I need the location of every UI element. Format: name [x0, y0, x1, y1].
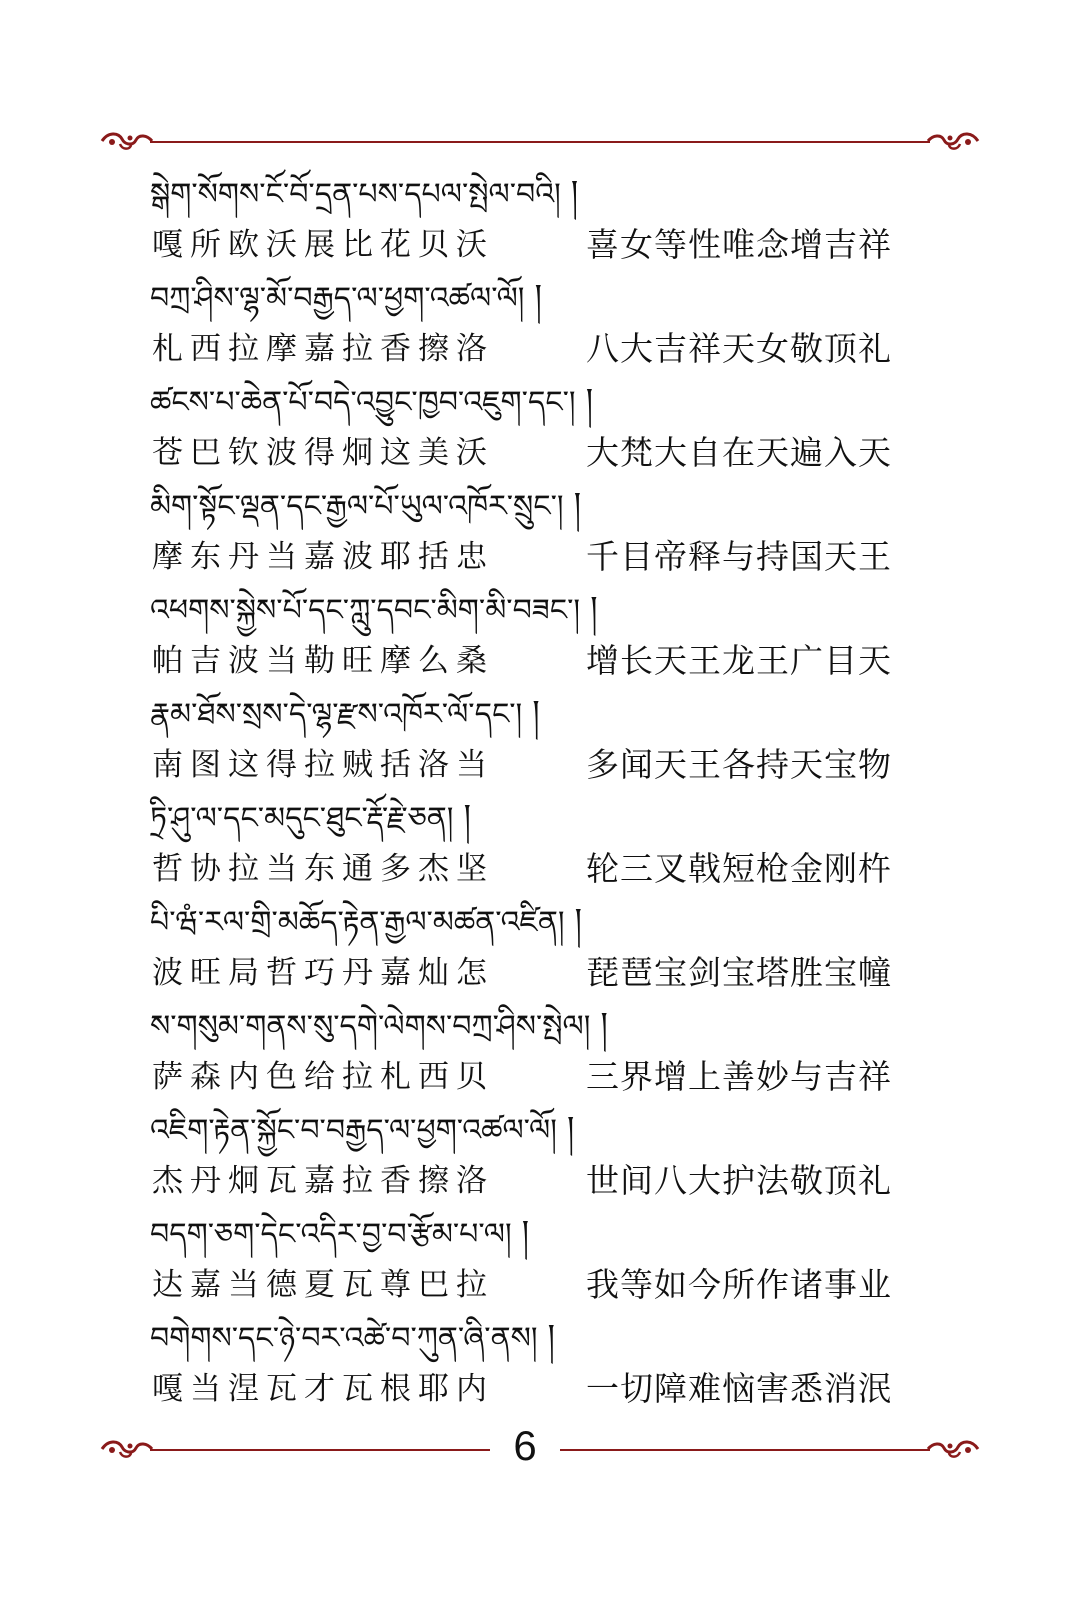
verse-list	[150, 168, 910, 1416]
meaning-line: 增长天王龙王广目天	[586, 641, 892, 680]
shad-mark: །	[534, 277, 542, 317]
meaning-line: 轮三叉戟短枪金刚杵	[586, 849, 892, 888]
bottom-border-line-right	[560, 1449, 930, 1451]
meaning-line: 我等如今所作诸事业	[586, 1265, 892, 1304]
tibetan-line: ས་གསུམ་གནས་སུ་དགེ་ལེགས་བཀྲ་ཤིས་སྤེལ། །	[150, 1000, 608, 1050]
meaning-line: 大梵大自在天遍入天	[586, 433, 892, 472]
meaning-line: 一切障难恼害悉消泯	[586, 1369, 892, 1408]
verse	[150, 792, 910, 896]
transliteration-line: 札西拉摩嘉拉香擦洛	[152, 331, 494, 367]
transliteration-line: 嘎当涅瓦才瓦根耶内	[152, 1371, 494, 1407]
shad-mark: །	[521, 1213, 530, 1253]
transliteration-line: 苍巴钦波得炯这美沃	[152, 435, 494, 471]
meaning-line: 千目帝释与持国天王	[586, 537, 892, 576]
transliteration-line: 杰丹炯瓦嘉拉香擦洛	[152, 1163, 494, 1199]
shad-mark: །	[566, 1109, 575, 1149]
meaning-line: 八大吉祥天女敬顶礼	[586, 329, 892, 368]
shad-mark: །	[574, 901, 583, 941]
tibetan-line: བཀྲ་ཤིས་ལྷ་མོ་བརྒྱད་ལ་ཕྱག་འཚལ་ལོ། །	[150, 272, 542, 322]
verse	[150, 688, 910, 792]
scroll-ornament-icon	[926, 130, 980, 152]
transliteration-line: 摩东丹当嘉波耶括忠	[152, 539, 494, 575]
tibetan-line: འཇིག་རྟེན་སྐྱོང་བ་བརྒྱད་ལ་ཕྱག་འཚལ་ལོ། །	[150, 1104, 574, 1154]
tibetan-line: ཚངས་པ་ཆེན་པོ་བདེ་འབྱུང་ཁྱབ་འཇུག་དང་། །	[150, 376, 593, 426]
tibetan-line: མིག་སྟོང་ལྡན་དང་རྒྱལ་པོ་ཡུལ་འཁོར་སྲུང་། །	[150, 480, 581, 530]
page-number: 6	[513, 1422, 537, 1469]
tibetan-line: བདག་ཅག་དེང་འདིར་བྱ་བ་རྩོམ་པ་ལ། །	[150, 1208, 529, 1258]
verse	[150, 584, 910, 688]
top-border-line	[150, 141, 930, 143]
tibetan-line: པི་ཝཾ་རལ་གྲི་མཆོད་རྟེན་རྒྱལ་མཚན་འཛིན། །	[150, 896, 582, 946]
transliteration-line: 南图这得拉贼括洛当	[152, 747, 494, 783]
tibetan-line: རྣམ་ཐོས་སྲས་དེ་ལྷ་རྫས་འཁོར་ལོ་དང་། །	[150, 688, 540, 738]
tibetan-line: བགེགས་དང་ཉེ་བར་འཚེ་བ་ཀུན་ཞི་ནས། །	[150, 1312, 555, 1362]
transliteration-line: 哲协拉当东通多杰坚	[152, 851, 494, 887]
scroll-ornament-icon	[926, 1438, 980, 1460]
meaning-line: 多闻天王各持天宝物	[586, 745, 892, 784]
scroll-ornament-icon	[100, 1438, 154, 1460]
transliteration-line: 达嘉当德夏瓦尊巴拉	[152, 1267, 494, 1303]
verse	[150, 1104, 910, 1208]
verse	[150, 376, 910, 480]
transliteration-line: 萨森内色给拉札西贝	[152, 1059, 494, 1095]
transliteration-line: 波旺局哲巧丹嘉灿怎	[152, 955, 494, 991]
shad-mark: །	[600, 1005, 608, 1045]
verse	[150, 1208, 910, 1312]
bottom-border-line-left	[150, 1449, 490, 1451]
tibetan-line: སྒེག་སོགས་ངོ་བོ་དྲན་པས་དཔལ་སྤེལ་བའི། །	[150, 168, 578, 218]
verse	[150, 896, 910, 1000]
shad-mark: །	[570, 173, 579, 213]
meaning-line: 琵琶宝剑宝塔胜宝幢	[586, 953, 892, 992]
shad-mark: །	[590, 589, 598, 629]
meaning-line: 喜女等性唯念增吉祥	[586, 225, 892, 264]
tibetan-line: འཕགས་སྐྱེས་པོ་དང་ཀླུ་དབང་མིག་མི་བཟང་། །	[150, 584, 598, 634]
tibetan-line: ཏྲི་ཤུ་ལ་དང་མདུང་ཐུང་རྡོ་རྗེ་ཅན། །	[150, 792, 471, 842]
shad-mark: །	[547, 1317, 556, 1357]
meaning-line: 世间八大护法敬顶礼	[586, 1161, 892, 1200]
shad-mark: །	[573, 485, 582, 525]
transliteration-line: 帕吉波当勒旺摩么桑	[152, 643, 494, 679]
scroll-ornament-icon	[100, 130, 154, 152]
transliteration-line: 嘎所欧沃展比花贝沃	[152, 227, 494, 263]
shad-mark: །	[532, 693, 540, 733]
verse	[150, 1000, 910, 1104]
verse	[150, 272, 910, 376]
shad-mark: །	[463, 797, 472, 837]
shad-mark: །	[585, 381, 594, 421]
verse	[150, 168, 910, 272]
verse	[150, 480, 910, 584]
verse	[150, 1312, 910, 1416]
meaning-line: 三界增上善妙与吉祥	[586, 1057, 892, 1096]
